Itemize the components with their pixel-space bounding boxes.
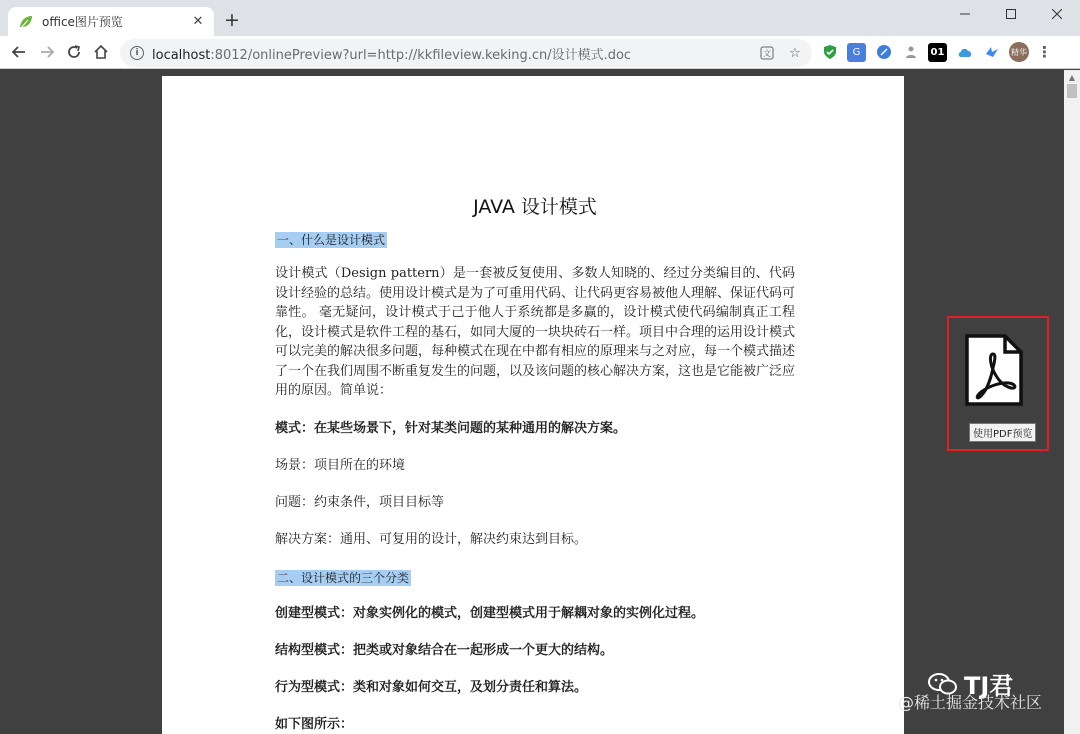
watermark-name: TJ君: [964, 672, 1014, 700]
creational-line: 创建型模式：对象实例化的模式，创建型模式用于解耦对象的实例化过程。: [275, 605, 705, 621]
omnibox-actions: [758, 44, 804, 62]
tab-strip: [0, 0, 1080, 36]
info-icon[interactable]: i: [130, 46, 144, 60]
back-arrow-icon[interactable]: [8, 41, 30, 63]
extensions-bar: [820, 42, 1052, 62]
section1-heading: 一、什么是设计模式: [277, 233, 386, 247]
blue-globe-extension-icon[interactable]: [874, 43, 893, 62]
forward-arrow-icon[interactable]: [36, 41, 58, 63]
minimize-button[interactable]: [942, 0, 988, 28]
url-text[interactable]: localhost:8012/onlinePreview?url=http://kkfileview.keking.cn/设计模式.doc: [152, 47, 632, 63]
watermark-site: @稀土掘金技术社区: [898, 693, 1043, 712]
pattern-definition: 模式：在某些场景下，针对某类问题的某种通用的解决方案。: [275, 420, 627, 436]
translate-icon[interactable]: [758, 44, 776, 62]
new-tab-button[interactable]: +: [224, 9, 240, 31]
behavioral-line: 行为型模式：类和对象如何交互，及划分责任和算法。: [275, 679, 588, 695]
browser-tab[interactable]: [8, 7, 214, 36]
figure-intro-line: 如下图所示：: [275, 716, 354, 732]
structural-line: 结构型模式：把类或对象结合在一起形成一个更大的结构。: [275, 642, 614, 658]
section1-body: 设计模式（Design pattern）是一套被反复使用、多数人知晓的、经过分类编目的、代码设计经验的总结。使用设计模式是为了可重用代码、让代码更容易被他人理解、保证代码可靠性。 毫无疑问，设计模式于己于他人于系统都是多赢的，设计模式使代码编制真正工程化，设计模式是软件工程的基石，如同大厦的一块块砖石一样。项目中合理的运用设计模式可以完美的解决很多问题，每种模式在现在中都有相应的原理来与之对应，每一个模式描述了一个在我们周围不断重复发生的问题，以及该问题的核心解决方案，这也是它能被广泛应用的原因。简单说：: [275, 266, 796, 398]
scroll-thumb[interactable]: [1067, 84, 1077, 98]
problem-line: 问题：约束条件，项目目标等: [275, 494, 445, 510]
browser-toolbar: [0, 36, 1080, 69]
pdf-preview-button[interactable]: [947, 316, 1049, 451]
home-icon[interactable]: [90, 41, 112, 63]
person-extension-icon[interactable]: [901, 43, 920, 62]
binary-extension-icon[interactable]: 01: [928, 43, 947, 62]
doc-title: JAVA 设计模式: [473, 196, 597, 218]
window-controls: [942, 0, 1080, 28]
maximize-button[interactable]: [988, 0, 1034, 28]
pdf-file-icon: [963, 334, 1025, 406]
scene-line: 场景：项目所在的环境: [275, 457, 406, 473]
close-tab-icon[interactable]: ✕: [192, 14, 204, 29]
vertical-scrollbar[interactable]: [1064, 70, 1080, 734]
leaf-favicon-icon: [18, 14, 34, 30]
svg-text:文: 文: [763, 49, 771, 58]
address-bar[interactable]: [120, 39, 812, 67]
reload-icon[interactable]: [63, 41, 85, 63]
document-content: [275, 192, 795, 734]
solution-line: 解决方案：通用、可复用的设计，解决约束达到目标。: [275, 531, 588, 547]
section2-heading: 二、设计模式的三个分类: [277, 570, 410, 585]
document-page: [162, 76, 904, 734]
tab-title: office图片预览: [42, 15, 123, 29]
menu-kebab-icon[interactable]: ⋮: [1037, 43, 1052, 61]
pdf-preview-tooltip: 使用PDF预览: [969, 423, 1036, 442]
google-translate-extension-icon[interactable]: G: [847, 43, 866, 62]
profile-avatar[interactable]: 精华: [1009, 42, 1029, 62]
close-window-button[interactable]: [1034, 0, 1080, 28]
bookmark-star-icon[interactable]: ☆: [789, 45, 801, 61]
bird-extension-icon[interactable]: [982, 43, 1001, 62]
document-viewport[interactable]: [0, 70, 1064, 734]
scroll-up-arrow-icon[interactable]: ▲: [1068, 72, 1076, 82]
shield-extension-icon[interactable]: [820, 43, 839, 62]
cloud-extension-icon[interactable]: [955, 43, 974, 62]
